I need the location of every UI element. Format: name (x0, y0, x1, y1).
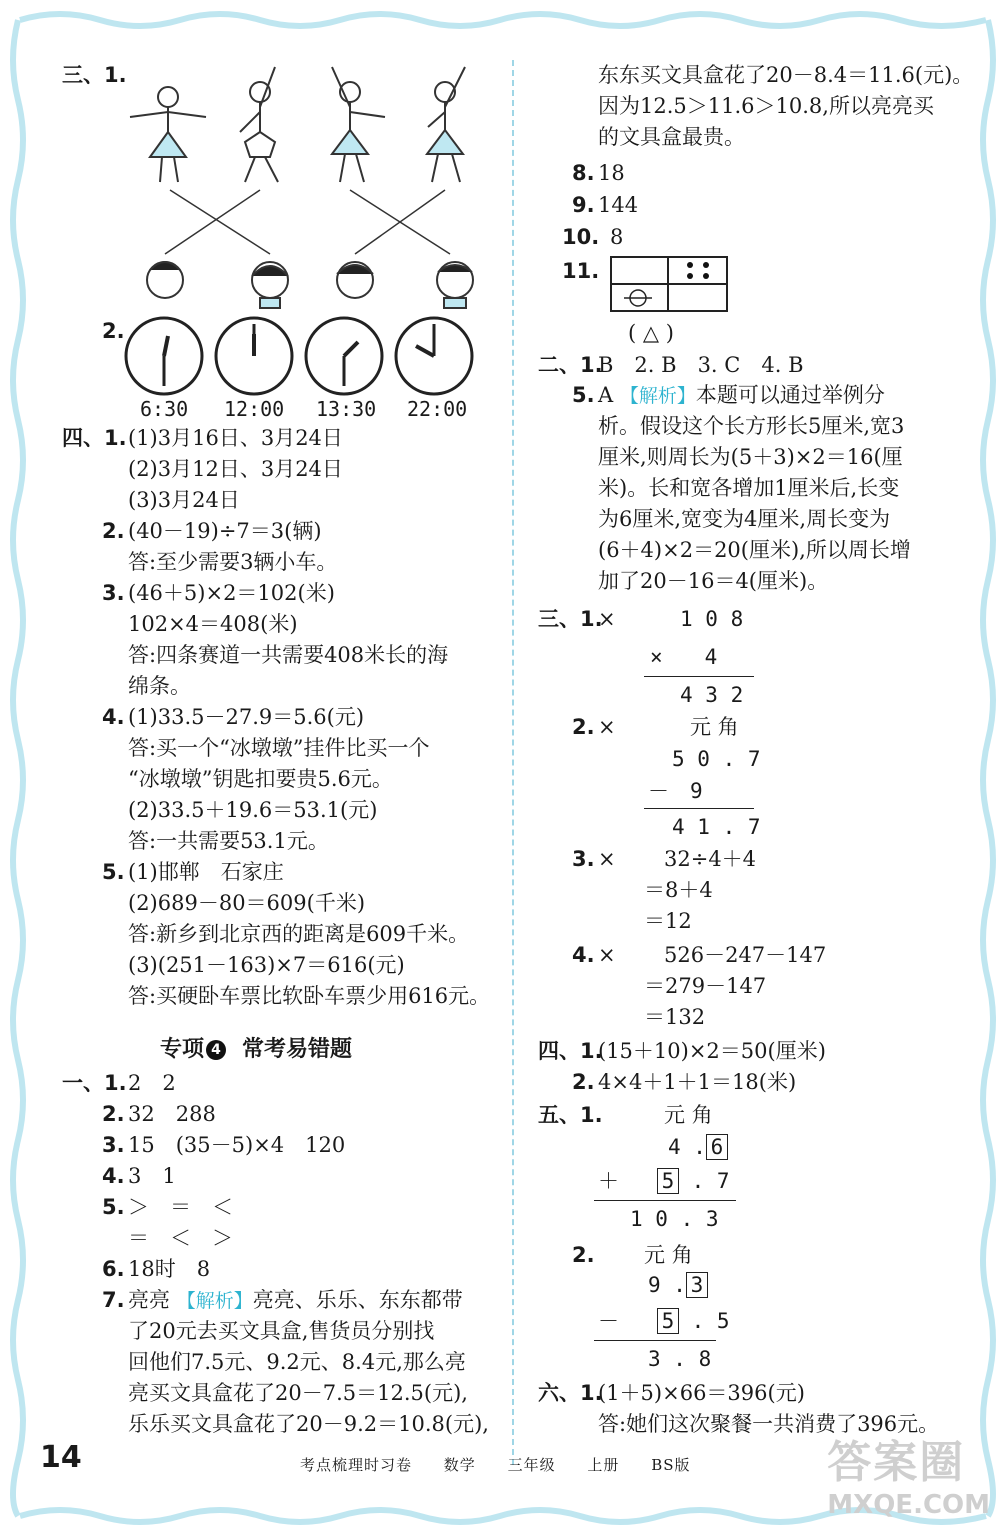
question-label: 3. (102, 1133, 125, 1157)
cross-mark: × (598, 943, 616, 967)
matching-lines (165, 190, 450, 254)
section6-label: 六、1. (538, 1381, 603, 1405)
answer-line: 8 (610, 225, 624, 249)
answer-line: (46＋5)×2＝102(米) (128, 581, 335, 605)
question-label: 5. (102, 860, 125, 884)
answer-line: (3)(251－163)×7＝616(元) (128, 953, 405, 977)
answer-line: 144 (598, 193, 639, 217)
clocks-label: 2. (102, 319, 125, 343)
question-label: 3. (572, 847, 595, 871)
question-label: 2. (102, 519, 125, 543)
answer-line: 厘米,则周长为(5＋3)×2＝16(厘 (598, 445, 903, 469)
unit-header: 元 角 (690, 715, 739, 739)
answer-box: 3 (686, 1272, 708, 1298)
section2-label: 二、1. (538, 353, 603, 377)
answer-line: ＝ ＜ ＞ (128, 1226, 233, 1250)
answer-line: ＞ ＝ ＜ (128, 1195, 233, 1219)
section3-label: 三、1. (62, 63, 127, 87)
calc-line: ＝8＋4 (644, 878, 713, 902)
question-label: 10. (562, 225, 600, 249)
answer-line (128, 1285, 463, 1316)
calc-rule (594, 1340, 716, 1341)
dancers-matching-figure (120, 62, 500, 312)
calc-line: － 9 (648, 779, 703, 803)
answer-box: 6 (706, 1134, 728, 1160)
answer-line: 4×4＋1＋1＝18(米) (598, 1070, 797, 1094)
unit-header: 元 角 (664, 1103, 713, 1127)
page-number: 14 (40, 1440, 82, 1475)
calc-line: 3 . 8 (648, 1347, 712, 1371)
calc-rule (594, 1200, 736, 1201)
question-label: 5. (572, 383, 595, 407)
operator: － (598, 1309, 619, 1333)
calc-line: 4 3 2 (680, 683, 744, 707)
section4-label: 四、1. (538, 1039, 603, 1063)
answer-line: 15 (35－5)×4 120 (128, 1133, 346, 1157)
calc-line: 5 0 . 7 (672, 747, 761, 771)
analysis-text: 本题可以通过举例分 (695, 383, 885, 407)
child-head-figure (252, 262, 288, 308)
footer-grade: 三年级 (507, 1456, 556, 1474)
calc-line: 9 . 3 (648, 1270, 708, 1300)
calc-line: 1 0 . 3 (630, 1207, 719, 1231)
watermark-site: MXQE.COM (827, 1490, 990, 1520)
calc-line: ＝132 (644, 1005, 706, 1029)
answer-line: (1)33.5－27.9＝5.6(元) (128, 705, 365, 729)
answer-line: 答:买一个“冰墩墩”挂件比买一个 (128, 736, 430, 760)
clock-time-label: 22:00 (407, 397, 468, 421)
answer-line: 为6厘米,宽变为4厘米,周长变为 (598, 507, 891, 531)
question-label: 11. (562, 259, 600, 283)
answer-line: 答:新乡到北京西的距离是609千米。 (128, 922, 470, 946)
question-label: 2. (572, 1070, 595, 1094)
section5-label: 五、1. (538, 1103, 603, 1127)
answer-line: (2)33.5＋19.6＝53.1(元) (128, 798, 378, 822)
footer-volume: 上册 (587, 1456, 620, 1474)
footer-edition: BS版 (651, 1456, 691, 1474)
calc-line: 32÷4＋4 (664, 847, 757, 871)
question-label: 8. (572, 161, 595, 185)
answer-line: ( △ ) (628, 321, 674, 345)
answer-line: 加了20－16＝4(厘米)。 (598, 569, 829, 593)
cross-mark: × (598, 607, 616, 631)
answer-line: 答:她们这次聚餐一共消费了396元。 (598, 1412, 940, 1436)
analysis-tag: 【解析】 (176, 1290, 253, 1312)
answer-line: 因为12.5＞11.6＞10.8,所以亮亮买 (598, 94, 934, 118)
calc-rule (644, 676, 754, 677)
answer-line (598, 380, 885, 411)
calc-line: ＝12 (644, 909, 692, 933)
answer-line: 绵条。 (128, 674, 191, 698)
answer-line: 答:四条赛道一共需要408米长的海 (128, 643, 449, 667)
clock-face (126, 318, 202, 394)
question-label: 7. (102, 1288, 125, 1312)
watermark (827, 1426, 990, 1520)
analysis-tag: 【解析】 (619, 385, 696, 407)
clock-time-label: 12:00 (224, 397, 285, 421)
question-label: 4. (102, 1164, 125, 1188)
answer-line: 答:至少需要3辆小车。 (128, 550, 338, 574)
calc-line: ＝279－147 (644, 974, 767, 998)
answer-line: (1)邯郸 石家庄 (128, 860, 284, 884)
calc-line: － 5 . 5 (598, 1309, 730, 1333)
question-label: 3. (102, 581, 125, 605)
answer-line: (1＋5)×66＝396(元) (598, 1381, 805, 1405)
calc-line: 1 0 8 (680, 607, 744, 631)
clock-face (396, 318, 472, 394)
analysis-text: 亮亮、乐乐、东东都带 (252, 1288, 463, 1312)
cross-mark: × (598, 847, 616, 871)
answer-line: 32 288 (128, 1102, 216, 1126)
question-label: 5. (102, 1195, 125, 1219)
dancer-figure (332, 67, 385, 182)
question-label: 6. (102, 1257, 125, 1281)
calc-line: 4 . 6 (668, 1132, 728, 1162)
answer-line: (3)3月24日 (128, 488, 240, 512)
answer-text: A (598, 383, 614, 407)
clock-time-label: 13:30 (316, 397, 377, 421)
clock-faces (122, 314, 482, 398)
answer-line: (6＋4)×2＝20(厘米),所以周长增 (598, 538, 911, 562)
cross-mark: × (598, 715, 616, 739)
child-head-figure (147, 262, 183, 298)
section3-label: 三、1. (538, 607, 603, 631)
heading-title: 常考易错题 (242, 1037, 353, 1062)
answer-line: (40－19)÷7＝3(辆) (128, 519, 322, 543)
answer-line: 答:一共需要53.1元。 (128, 829, 329, 853)
calc-line: × 4 (650, 645, 718, 669)
answer-line: 米)。长和宽各增加1厘米后,长变 (598, 476, 900, 500)
answer-line: 亮买文具盒花了20－7.5＝12.5(元), (128, 1381, 468, 1405)
clock-face (306, 318, 382, 394)
digit: 5 (716, 1309, 730, 1333)
answer-line: 2 2 (128, 1071, 176, 1095)
footer-subject: 数学 (443, 1456, 476, 1474)
answer-line: B 2. B 3. C 4. B (598, 353, 804, 377)
digit: 9 (648, 1273, 661, 1297)
answer-line: 回他们7.5元、9.2元、8.4元,那么亮 (128, 1350, 466, 1374)
digit: 4 (668, 1135, 681, 1159)
answer-line: 18 (598, 161, 625, 185)
child-head-figure (337, 262, 373, 298)
answer-line: 了20元去买文具盒,售货员分别找 (128, 1319, 435, 1343)
dancer-figure (240, 67, 278, 182)
answer-line: 102×4＝408(米) (128, 612, 298, 636)
question-label: 4. (572, 943, 595, 967)
calc-line: 4 1 . 7 (672, 815, 761, 839)
column-divider (512, 60, 514, 1465)
calc-line: ＋ 5 . 7 (598, 1169, 730, 1193)
question-label: 9. (572, 193, 595, 217)
answer-line: 3 1 (128, 1164, 176, 1188)
answer-box: 5 (657, 1168, 679, 1194)
answer-line: 答:买硬卧车票比软卧车票少用616元。 (128, 984, 491, 1008)
question-label: 2. (572, 1243, 595, 1267)
answer-line: (2)689－80＝609(千米) (128, 891, 366, 915)
answer-text: 亮亮 (128, 1288, 170, 1312)
answer-line: 乐乐买文具盒花了20－9.2＝10.8(元), (128, 1412, 489, 1436)
answer-line: 的文具盒最贵。 (598, 125, 745, 149)
answer-line: “冰墩墩”钥匙扣要贵5.6元。 (128, 767, 393, 791)
question-label: 4. (102, 705, 125, 729)
answer-line: (1)3月16日、3月24日 (128, 426, 343, 450)
dice-grid-figure (610, 256, 730, 314)
answer-box: 5 (657, 1308, 679, 1334)
watermark-main: 答案圈 (827, 1437, 966, 1488)
answer-line: (15＋10)×2＝50(厘米) (598, 1039, 826, 1063)
unit-header: 元 角 (644, 1243, 693, 1267)
heading-prefix: 专项 (160, 1037, 205, 1062)
footer-bar (300, 1454, 717, 1475)
clock-time-label: 6:30 (140, 397, 189, 421)
section1-label: 一、1. (62, 1071, 127, 1095)
section-heading (160, 1032, 352, 1063)
dancer-figure (427, 67, 465, 182)
answer-line: 东东买文具盒花了20－8.4＝11.6(元)。 (598, 63, 974, 87)
section4-label: 四、1. (62, 426, 127, 450)
calc-line: 526－247－147 (664, 943, 827, 967)
dancer-figure (130, 87, 206, 182)
answer-line: (2)3月12日、3月24日 (128, 457, 343, 481)
heading-badge: 4 (206, 1040, 226, 1060)
question-label: 2. (572, 715, 595, 739)
digit: 7 (716, 1169, 730, 1193)
calc-rule (644, 808, 754, 809)
answer-line: 析。假设这个长方形长5厘米,宽3 (598, 414, 905, 438)
answer-line: 18时 8 (128, 1257, 211, 1281)
clock-face (216, 318, 292, 394)
child-head-figure (437, 262, 473, 308)
operator: ＋ (598, 1169, 619, 1193)
question-label: 2. (102, 1102, 125, 1126)
footer-book-title: 考点梳理时习卷 (300, 1456, 413, 1474)
